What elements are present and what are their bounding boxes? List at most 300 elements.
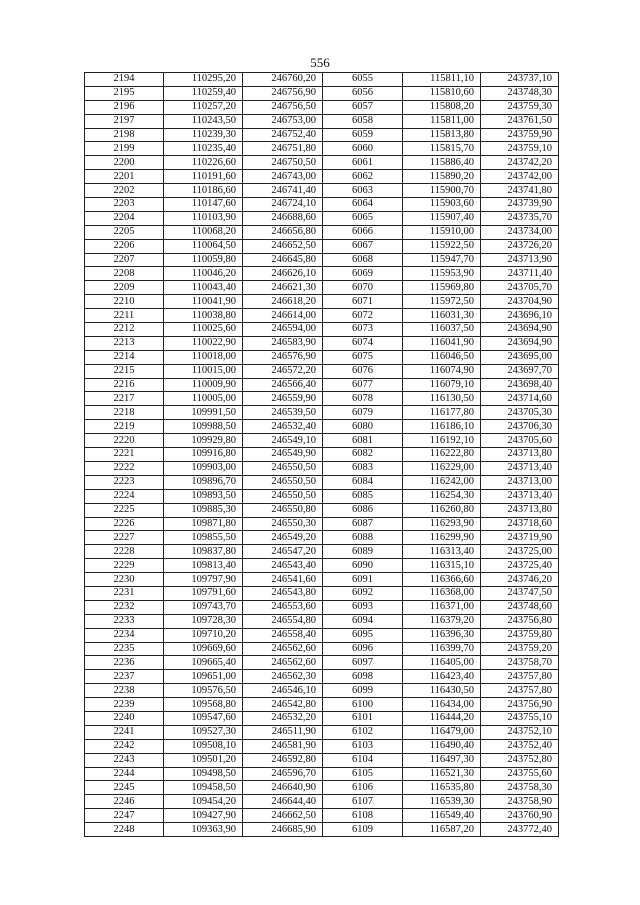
point-number-a-cell: 2233: [85, 614, 164, 628]
x-coordinate-a-cell: 110043,40: [164, 281, 243, 295]
x-coordinate-b-cell: 116423,40: [403, 670, 481, 684]
x-coordinate-b-cell: 115922,50: [403, 239, 481, 253]
x-coordinate-b-cell: 116479,00: [403, 725, 481, 739]
x-coordinate-a-cell: 110239,30: [164, 128, 243, 142]
y-coordinate-b-cell: 243758,30: [481, 781, 559, 795]
point-number-b-cell: 6069: [323, 267, 403, 281]
x-coordinate-a-cell: 109916,80: [164, 448, 243, 462]
table-row: [85, 267, 559, 281]
x-coordinate-a-cell: 110025,60: [164, 323, 243, 337]
table-row: [85, 336, 559, 350]
y-coordinate-a-cell: 246592,80: [243, 753, 323, 767]
point-number-b-cell: 6065: [323, 211, 403, 225]
point-number-b-cell: 6105: [323, 767, 403, 781]
y-coordinate-a-cell: 246558,40: [243, 628, 323, 642]
table-row: [85, 475, 559, 489]
point-number-a-cell: 2210: [85, 295, 164, 309]
table-row: [85, 73, 559, 87]
point-number-b-cell: 6087: [323, 517, 403, 531]
point-number-b-cell: 6106: [323, 781, 403, 795]
point-number-a-cell: 2222: [85, 461, 164, 475]
point-number-b-cell: 6071: [323, 295, 403, 309]
table-row: [85, 684, 559, 698]
x-coordinate-b-cell: 116521,30: [403, 767, 481, 781]
y-coordinate-a-cell: 246511,90: [243, 725, 323, 739]
point-number-a-cell: 2194: [85, 73, 164, 87]
x-coordinate-a-cell: 110046,20: [164, 267, 243, 281]
point-number-a-cell: 2236: [85, 656, 164, 670]
x-coordinate-b-cell: 116405,00: [403, 656, 481, 670]
point-number-a-cell: 2205: [85, 225, 164, 239]
y-coordinate-b-cell: 243694,90: [481, 336, 559, 350]
point-number-b-cell: 6097: [323, 656, 403, 670]
y-coordinate-b-cell: 243748,60: [481, 600, 559, 614]
point-number-a-cell: 2218: [85, 406, 164, 420]
point-number-b-cell: 6089: [323, 545, 403, 559]
y-coordinate-b-cell: 243742,00: [481, 170, 559, 184]
y-coordinate-a-cell: 246741,40: [243, 184, 323, 198]
table-row: [85, 753, 559, 767]
x-coordinate-a-cell: 109427,90: [164, 809, 243, 823]
point-number-b-cell: 6081: [323, 434, 403, 448]
y-coordinate-b-cell: 243713,40: [481, 489, 559, 503]
point-number-a-cell: 2203: [85, 198, 164, 212]
point-number-a-cell: 2220: [85, 434, 164, 448]
x-coordinate-b-cell: 116366,60: [403, 573, 481, 587]
table-row: [85, 698, 559, 712]
y-coordinate-b-cell: 243713,80: [481, 503, 559, 517]
x-coordinate-a-cell: 110041,90: [164, 295, 243, 309]
point-number-a-cell: 2235: [85, 642, 164, 656]
y-coordinate-a-cell: 246621,30: [243, 281, 323, 295]
x-coordinate-b-cell: 116031,30: [403, 309, 481, 323]
y-coordinate-a-cell: 246562,30: [243, 670, 323, 684]
point-number-b-cell: 6079: [323, 406, 403, 420]
x-coordinate-a-cell: 109576,50: [164, 684, 243, 698]
x-coordinate-a-cell: 109991,50: [164, 406, 243, 420]
point-number-b-cell: 6068: [323, 253, 403, 267]
table-row: [85, 600, 559, 614]
y-coordinate-a-cell: 246554,80: [243, 614, 323, 628]
point-number-b-cell: 6096: [323, 642, 403, 656]
y-coordinate-b-cell: 243760,90: [481, 809, 559, 823]
y-coordinate-b-cell: 243742,20: [481, 156, 559, 170]
point-number-b-cell: 6094: [323, 614, 403, 628]
point-number-a-cell: 2241: [85, 725, 164, 739]
y-coordinate-a-cell: 246760,20: [243, 73, 323, 87]
x-coordinate-a-cell: 110103,90: [164, 211, 243, 225]
table-row: [85, 100, 559, 114]
point-number-b-cell: 6109: [323, 823, 403, 837]
point-number-b-cell: 6076: [323, 364, 403, 378]
point-number-b-cell: 6093: [323, 600, 403, 614]
y-coordinate-b-cell: 243752,80: [481, 753, 559, 767]
table-row: [85, 586, 559, 600]
x-coordinate-b-cell: 116399,70: [403, 642, 481, 656]
table-row: [85, 198, 559, 212]
y-coordinate-b-cell: 243713,40: [481, 461, 559, 475]
point-number-a-cell: 2225: [85, 503, 164, 517]
point-number-a-cell: 2200: [85, 156, 164, 170]
y-coordinate-b-cell: 243755,60: [481, 767, 559, 781]
table-row: [85, 489, 559, 503]
point-number-a-cell: 2204: [85, 211, 164, 225]
x-coordinate-b-cell: 116242,00: [403, 475, 481, 489]
point-number-a-cell: 2229: [85, 559, 164, 573]
x-coordinate-b-cell: 116046,50: [403, 350, 481, 364]
y-coordinate-a-cell: 246549,20: [243, 531, 323, 545]
y-coordinate-b-cell: 243719,90: [481, 531, 559, 545]
y-coordinate-a-cell: 246750,50: [243, 156, 323, 170]
point-number-b-cell: 6085: [323, 489, 403, 503]
point-number-b-cell: 6058: [323, 114, 403, 128]
y-coordinate-b-cell: 243735,70: [481, 211, 559, 225]
y-coordinate-b-cell: 243748,30: [481, 86, 559, 100]
point-number-b-cell: 6073: [323, 323, 403, 337]
x-coordinate-b-cell: 116371,00: [403, 600, 481, 614]
x-coordinate-b-cell: 116368,00: [403, 586, 481, 600]
point-number-a-cell: 2232: [85, 600, 164, 614]
x-coordinate-b-cell: 115947,70: [403, 253, 481, 267]
table-row: [85, 170, 559, 184]
x-coordinate-a-cell: 109547,60: [164, 711, 243, 725]
x-coordinate-a-cell: 109651,00: [164, 670, 243, 684]
x-coordinate-a-cell: 109837,80: [164, 545, 243, 559]
table-row: [85, 406, 559, 420]
y-coordinate-a-cell: 246550,80: [243, 503, 323, 517]
x-coordinate-a-cell: 110059,80: [164, 253, 243, 267]
y-coordinate-b-cell: 243705,30: [481, 406, 559, 420]
point-number-a-cell: 2234: [85, 628, 164, 642]
y-coordinate-a-cell: 246656,80: [243, 225, 323, 239]
y-coordinate-a-cell: 246541,60: [243, 573, 323, 587]
y-coordinate-b-cell: 243697,70: [481, 364, 559, 378]
y-coordinate-a-cell: 246743,00: [243, 170, 323, 184]
x-coordinate-b-cell: 115808,20: [403, 100, 481, 114]
y-coordinate-b-cell: 243704,90: [481, 295, 559, 309]
y-coordinate-b-cell: 243713,90: [481, 253, 559, 267]
point-number-b-cell: 6075: [323, 350, 403, 364]
point-number-b-cell: 6088: [323, 531, 403, 545]
y-coordinate-b-cell: 243752,10: [481, 725, 559, 739]
x-coordinate-b-cell: 115811,00: [403, 114, 481, 128]
table-row: [85, 517, 559, 531]
y-coordinate-a-cell: 246688,60: [243, 211, 323, 225]
y-coordinate-b-cell: 243696,10: [481, 309, 559, 323]
y-coordinate-b-cell: 243757,80: [481, 684, 559, 698]
point-number-a-cell: 2228: [85, 545, 164, 559]
y-coordinate-b-cell: 243756,80: [481, 614, 559, 628]
point-number-a-cell: 2207: [85, 253, 164, 267]
x-coordinate-a-cell: 110064,50: [164, 239, 243, 253]
x-coordinate-a-cell: 110022,90: [164, 336, 243, 350]
x-coordinate-a-cell: 109791,60: [164, 586, 243, 600]
y-coordinate-a-cell: 246566,40: [243, 378, 323, 392]
table-row: [85, 711, 559, 725]
table-row: [85, 142, 559, 156]
table-row: [85, 559, 559, 573]
x-coordinate-b-cell: 116299,90: [403, 531, 481, 545]
x-coordinate-b-cell: 116587,20: [403, 823, 481, 837]
point-number-a-cell: 2224: [85, 489, 164, 503]
point-number-a-cell: 2213: [85, 336, 164, 350]
x-coordinate-a-cell: 110005,00: [164, 392, 243, 406]
x-coordinate-b-cell: 116379,20: [403, 614, 481, 628]
y-coordinate-a-cell: 246559,90: [243, 392, 323, 406]
y-coordinate-b-cell: 243718,60: [481, 517, 559, 531]
y-coordinate-b-cell: 243759,90: [481, 128, 559, 142]
y-coordinate-a-cell: 246644,40: [243, 795, 323, 809]
x-coordinate-a-cell: 109665,40: [164, 656, 243, 670]
point-number-a-cell: 2243: [85, 753, 164, 767]
y-coordinate-a-cell: 246685,90: [243, 823, 323, 837]
table-row: [85, 823, 559, 837]
x-coordinate-b-cell: 116192,10: [403, 434, 481, 448]
point-number-b-cell: 6098: [323, 670, 403, 684]
y-coordinate-b-cell: 243759,80: [481, 628, 559, 642]
y-coordinate-a-cell: 246752,40: [243, 128, 323, 142]
y-coordinate-b-cell: 243759,30: [481, 100, 559, 114]
point-number-a-cell: 2198: [85, 128, 164, 142]
point-number-b-cell: 6101: [323, 711, 403, 725]
x-coordinate-a-cell: 110009,90: [164, 378, 243, 392]
y-coordinate-b-cell: 243737,10: [481, 73, 559, 87]
y-coordinate-a-cell: 246583,90: [243, 336, 323, 350]
point-number-b-cell: 6108: [323, 809, 403, 823]
y-coordinate-a-cell: 246756,90: [243, 86, 323, 100]
x-coordinate-a-cell: 110147,60: [164, 198, 243, 212]
table-row: [85, 739, 559, 753]
y-coordinate-b-cell: 243739,90: [481, 198, 559, 212]
point-number-a-cell: 2209: [85, 281, 164, 295]
x-coordinate-b-cell: 116434,00: [403, 698, 481, 712]
y-coordinate-a-cell: 246662,50: [243, 809, 323, 823]
x-coordinate-a-cell: 109454,20: [164, 795, 243, 809]
y-coordinate-b-cell: 243698,40: [481, 378, 559, 392]
table-row: [85, 767, 559, 781]
coordinates-table-body: [85, 73, 559, 837]
x-coordinate-a-cell: 109855,50: [164, 531, 243, 545]
x-coordinate-a-cell: 109885,30: [164, 503, 243, 517]
y-coordinate-a-cell: 246550,50: [243, 475, 323, 489]
x-coordinate-b-cell: 116229,00: [403, 461, 481, 475]
table-row: [85, 350, 559, 364]
x-coordinate-a-cell: 109669,60: [164, 642, 243, 656]
point-number-a-cell: 2196: [85, 100, 164, 114]
y-coordinate-a-cell: 246626,10: [243, 267, 323, 281]
point-number-a-cell: 2227: [85, 531, 164, 545]
point-number-b-cell: 6070: [323, 281, 403, 295]
x-coordinate-b-cell: 116313,40: [403, 545, 481, 559]
point-number-a-cell: 2219: [85, 420, 164, 434]
y-coordinate-b-cell: 243694,90: [481, 323, 559, 337]
point-number-b-cell: 6056: [323, 86, 403, 100]
table-row: [85, 184, 559, 198]
point-number-a-cell: 2212: [85, 323, 164, 337]
point-number-a-cell: 2248: [85, 823, 164, 837]
table-row: [85, 86, 559, 100]
point-number-b-cell: 6095: [323, 628, 403, 642]
x-coordinate-b-cell: 115972,50: [403, 295, 481, 309]
point-number-a-cell: 2214: [85, 350, 164, 364]
x-coordinate-a-cell: 109871,80: [164, 517, 243, 531]
y-coordinate-b-cell: 243758,70: [481, 656, 559, 670]
point-number-b-cell: 6061: [323, 156, 403, 170]
y-coordinate-b-cell: 243741,80: [481, 184, 559, 198]
x-coordinate-b-cell: 116177,80: [403, 406, 481, 420]
x-coordinate-a-cell: 110295,20: [164, 73, 243, 87]
y-coordinate-a-cell: 246543,80: [243, 586, 323, 600]
y-coordinate-b-cell: 243705,60: [481, 434, 559, 448]
x-coordinate-a-cell: 110243,50: [164, 114, 243, 128]
y-coordinate-b-cell: 243711,40: [481, 267, 559, 281]
x-coordinate-b-cell: 115813,80: [403, 128, 481, 142]
point-number-a-cell: 2230: [85, 573, 164, 587]
x-coordinate-b-cell: 116079,10: [403, 378, 481, 392]
x-coordinate-b-cell: 116037,50: [403, 323, 481, 337]
table-row: [85, 656, 559, 670]
y-coordinate-b-cell: 243725,00: [481, 545, 559, 559]
y-coordinate-b-cell: 243752,40: [481, 739, 559, 753]
y-coordinate-b-cell: 243747,50: [481, 586, 559, 600]
point-number-b-cell: 6103: [323, 739, 403, 753]
table-row: [85, 156, 559, 170]
x-coordinate-b-cell: 116041,90: [403, 336, 481, 350]
point-number-b-cell: 6102: [323, 725, 403, 739]
x-coordinate-b-cell: 116539,30: [403, 795, 481, 809]
point-number-b-cell: 6062: [323, 170, 403, 184]
point-number-a-cell: 2208: [85, 267, 164, 281]
x-coordinate-b-cell: 115907,40: [403, 211, 481, 225]
x-coordinate-a-cell: 110068,20: [164, 225, 243, 239]
x-coordinate-b-cell: 116430,50: [403, 684, 481, 698]
y-coordinate-a-cell: 246542,80: [243, 698, 323, 712]
x-coordinate-b-cell: 116549,40: [403, 809, 481, 823]
x-coordinate-a-cell: 109363,90: [164, 823, 243, 837]
x-coordinate-a-cell: 109501,20: [164, 753, 243, 767]
x-coordinate-b-cell: 116396,30: [403, 628, 481, 642]
x-coordinate-a-cell: 110015,00: [164, 364, 243, 378]
x-coordinate-b-cell: 116535,80: [403, 781, 481, 795]
point-number-a-cell: 2202: [85, 184, 164, 198]
y-coordinate-a-cell: 246652,50: [243, 239, 323, 253]
y-coordinate-b-cell: 243734,00: [481, 225, 559, 239]
point-number-a-cell: 2221: [85, 448, 164, 462]
x-coordinate-b-cell: 115910,00: [403, 225, 481, 239]
y-coordinate-a-cell: 246572,20: [243, 364, 323, 378]
y-coordinate-b-cell: 243758,90: [481, 795, 559, 809]
table-row: [85, 364, 559, 378]
x-coordinate-b-cell: 115969,80: [403, 281, 481, 295]
x-coordinate-a-cell: 109728,30: [164, 614, 243, 628]
point-number-a-cell: 2217: [85, 392, 164, 406]
y-coordinate-a-cell: 246547,20: [243, 545, 323, 559]
x-coordinate-b-cell: 115900,70: [403, 184, 481, 198]
table-row: [85, 628, 559, 642]
y-coordinate-a-cell: 246553,60: [243, 600, 323, 614]
table-row: [85, 642, 559, 656]
y-coordinate-a-cell: 246550,50: [243, 461, 323, 475]
y-coordinate-a-cell: 246640,90: [243, 781, 323, 795]
point-number-b-cell: 6064: [323, 198, 403, 212]
point-number-a-cell: 2206: [85, 239, 164, 253]
y-coordinate-a-cell: 246751,80: [243, 142, 323, 156]
point-number-a-cell: 2226: [85, 517, 164, 531]
x-coordinate-b-cell: 116315,10: [403, 559, 481, 573]
x-coordinate-a-cell: 109743,70: [164, 600, 243, 614]
x-coordinate-b-cell: 115903,60: [403, 198, 481, 212]
table-row: [85, 503, 559, 517]
x-coordinate-a-cell: 109458,50: [164, 781, 243, 795]
point-number-a-cell: 2238: [85, 684, 164, 698]
table-row: [85, 211, 559, 225]
point-number-a-cell: 2239: [85, 698, 164, 712]
point-number-b-cell: 6078: [323, 392, 403, 406]
point-number-b-cell: 6104: [323, 753, 403, 767]
point-number-a-cell: 2195: [85, 86, 164, 100]
y-coordinate-a-cell: 246724,10: [243, 198, 323, 212]
y-coordinate-b-cell: 243726,20: [481, 239, 559, 253]
y-coordinate-a-cell: 246532,20: [243, 711, 323, 725]
x-coordinate-b-cell: 115953,90: [403, 267, 481, 281]
x-coordinate-b-cell: 115810,60: [403, 86, 481, 100]
x-coordinate-a-cell: 110226,60: [164, 156, 243, 170]
point-number-b-cell: 6055: [323, 73, 403, 87]
point-number-a-cell: 2246: [85, 795, 164, 809]
x-coordinate-a-cell: 109568,80: [164, 698, 243, 712]
point-number-b-cell: 6086: [323, 503, 403, 517]
x-coordinate-a-cell: 110235,40: [164, 142, 243, 156]
y-coordinate-a-cell: 246594,00: [243, 323, 323, 337]
y-coordinate-b-cell: 243756,90: [481, 698, 559, 712]
point-number-a-cell: 2215: [85, 364, 164, 378]
x-coordinate-a-cell: 109710,20: [164, 628, 243, 642]
table-row: [85, 128, 559, 142]
x-coordinate-a-cell: 109813,40: [164, 559, 243, 573]
x-coordinate-b-cell: 115886,40: [403, 156, 481, 170]
table-row: [85, 614, 559, 628]
table-row: [85, 573, 559, 587]
y-coordinate-a-cell: 246550,50: [243, 489, 323, 503]
point-number-b-cell: 6077: [323, 378, 403, 392]
x-coordinate-a-cell: 109797,90: [164, 573, 243, 587]
point-number-a-cell: 2197: [85, 114, 164, 128]
y-coordinate-a-cell: 246539,50: [243, 406, 323, 420]
y-coordinate-a-cell: 246618,20: [243, 295, 323, 309]
point-number-a-cell: 2223: [85, 475, 164, 489]
y-coordinate-a-cell: 246645,80: [243, 253, 323, 267]
y-coordinate-a-cell: 246614,00: [243, 309, 323, 323]
x-coordinate-a-cell: 109893,50: [164, 489, 243, 503]
table-row: [85, 309, 559, 323]
y-coordinate-b-cell: 243695,00: [481, 350, 559, 364]
coordinates-table: [84, 72, 559, 837]
x-coordinate-b-cell: 116254,30: [403, 489, 481, 503]
y-coordinate-b-cell: 243705,70: [481, 281, 559, 295]
point-number-b-cell: 6066: [323, 225, 403, 239]
x-coordinate-a-cell: 110257,20: [164, 100, 243, 114]
y-coordinate-a-cell: 246549,90: [243, 448, 323, 462]
table-row: [85, 253, 559, 267]
point-number-a-cell: 2245: [85, 781, 164, 795]
x-coordinate-b-cell: 116074,90: [403, 364, 481, 378]
point-number-a-cell: 2216: [85, 378, 164, 392]
y-coordinate-b-cell: 243725,40: [481, 559, 559, 573]
x-coordinate-b-cell: 116490,40: [403, 739, 481, 753]
table-row: [85, 378, 559, 392]
point-number-a-cell: 2231: [85, 586, 164, 600]
y-coordinate-a-cell: 246596,70: [243, 767, 323, 781]
